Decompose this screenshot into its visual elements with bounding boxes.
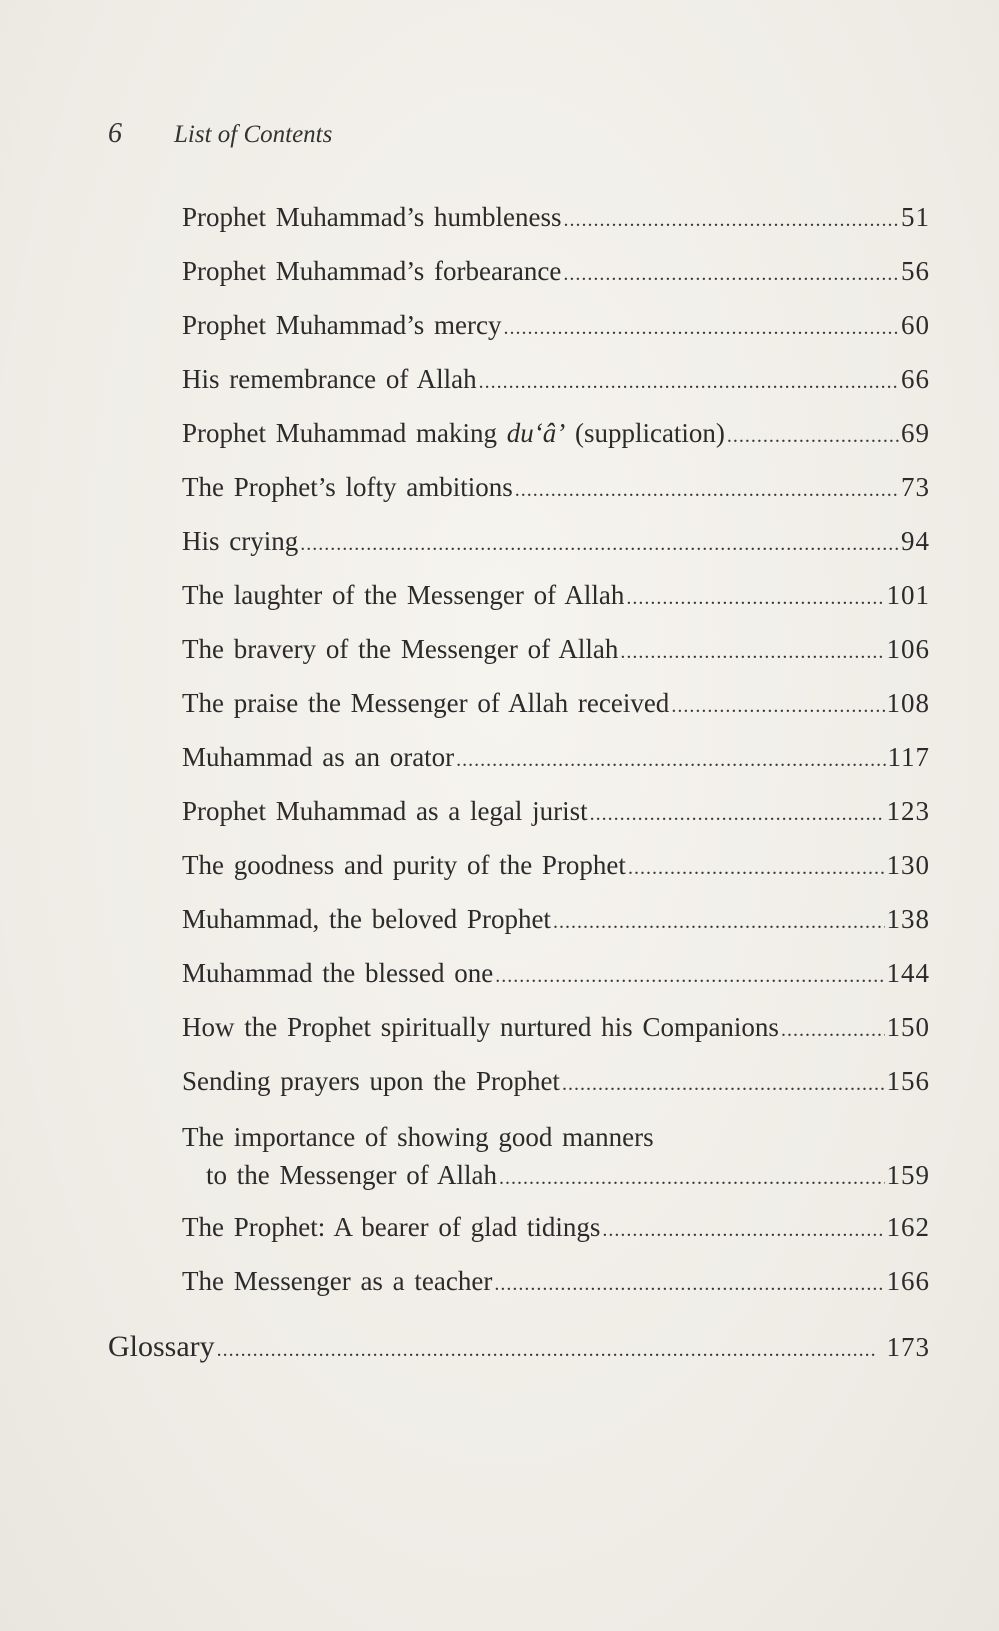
toc-entry bbox=[182, 524, 930, 578]
toc-entry bbox=[182, 254, 930, 308]
dot-leader bbox=[217, 1339, 875, 1362]
toc-entry-page: 66 bbox=[901, 364, 930, 394]
toc-entry-title: His crying bbox=[182, 526, 299, 556]
toc-entry bbox=[182, 686, 930, 740]
toc-entry-page: 138 bbox=[886, 904, 930, 934]
toc-entry-title: The bravery of the Messenger of Allah bbox=[182, 634, 619, 664]
dot-leader bbox=[602, 1213, 884, 1247]
toc-entry-page: 101 bbox=[886, 580, 930, 610]
dot-leader bbox=[495, 959, 884, 993]
dot-leader bbox=[499, 1159, 885, 1197]
toc-entry-title: The Prophet’s lofty ambitions bbox=[182, 472, 513, 502]
dot-leader bbox=[727, 419, 899, 453]
toc-entry bbox=[182, 632, 930, 686]
toc-entry-page: 108 bbox=[886, 688, 930, 718]
toc-entry-title-italic: du‘â’ bbox=[506, 418, 566, 448]
toc-entry-title: Prophet Muhammad as a legal jurist bbox=[182, 796, 588, 826]
toc-entry bbox=[182, 470, 930, 524]
toc-entry bbox=[182, 1210, 930, 1264]
toc-entry bbox=[182, 794, 930, 848]
toc-entry bbox=[182, 578, 930, 632]
toc-entry bbox=[182, 416, 930, 470]
toc-entry-title: Muhammad the blessed one bbox=[182, 958, 494, 988]
dot-leader bbox=[671, 689, 884, 723]
glossary-title: Glossary bbox=[108, 1330, 215, 1363]
dot-leader bbox=[479, 365, 899, 399]
toc-entry-page: 69 bbox=[901, 418, 930, 448]
toc-entry-title: The Messenger as a teacher bbox=[182, 1266, 493, 1296]
toc-entry-page: 73 bbox=[901, 472, 930, 502]
toc-entry-page: 117 bbox=[887, 742, 930, 772]
toc-entry-page: 94 bbox=[901, 526, 930, 556]
toc-entry-page: 150 bbox=[886, 1012, 930, 1042]
toc-entry-page: 144 bbox=[886, 958, 930, 988]
toc-entry-title: His remembrance of Allah bbox=[182, 364, 477, 394]
toc-entry-page: 106 bbox=[886, 634, 930, 664]
toc-entry-title: Muhammad as an orator bbox=[182, 742, 455, 772]
toc-entry-title: Prophet Muhammad’s forbearance bbox=[182, 256, 562, 286]
toc-entry bbox=[182, 1064, 930, 1118]
running-head-title: List of Contents bbox=[174, 121, 333, 148]
dot-leader bbox=[626, 581, 884, 615]
toc-entry bbox=[182, 362, 930, 416]
dot-leader bbox=[494, 1267, 884, 1301]
dot-leader bbox=[620, 635, 884, 669]
toc-entry-title-start: Prophet Muhammad making bbox=[182, 418, 507, 448]
toc-entry-page: 130 bbox=[886, 850, 930, 880]
dot-leader bbox=[562, 1067, 885, 1101]
toc-entry bbox=[182, 1010, 930, 1064]
glossary-page: 173 bbox=[886, 1332, 930, 1362]
toc-entry bbox=[182, 740, 930, 794]
toc-entry-title: The Prophet: A bearer of glad tidings bbox=[182, 1212, 601, 1242]
page-number: 6 bbox=[108, 118, 122, 149]
toc-entry-page: 51 bbox=[901, 202, 930, 232]
toc-entry bbox=[182, 902, 930, 956]
toc-entry-title-line1: The importance of showing good manners bbox=[182, 1122, 654, 1152]
toc-entry-page: 56 bbox=[901, 256, 930, 286]
toc-entry-page: 60 bbox=[901, 310, 930, 340]
toc-entry-title: Prophet Muhammad’s mercy bbox=[182, 310, 502, 340]
toc-entry-title: Prophet Muhammad’s humbleness bbox=[182, 202, 562, 232]
toc-entry-title: The laughter of the Messenger of Allah bbox=[182, 580, 625, 610]
table-of-contents bbox=[182, 200, 930, 1318]
toc-entry-title: The praise the Messenger of Allah received bbox=[182, 688, 670, 718]
toc-entry-page: 156 bbox=[886, 1066, 930, 1096]
toc-entry-page: 123 bbox=[886, 796, 930, 826]
dot-leader bbox=[503, 311, 899, 345]
dot-leader bbox=[553, 905, 885, 939]
toc-entry-title: Sending prayers upon the Prophet bbox=[182, 1066, 560, 1096]
toc-entry-page: 159 bbox=[886, 1160, 930, 1190]
toc-glossary-entry bbox=[108, 1330, 930, 1364]
toc-entry-second-line bbox=[182, 1156, 930, 1197]
dot-leader bbox=[300, 527, 899, 561]
toc-entry bbox=[182, 200, 930, 254]
dot-leader bbox=[515, 473, 899, 507]
toc-entry bbox=[182, 1264, 930, 1318]
toc-entry-title bbox=[182, 416, 725, 450]
dot-leader bbox=[563, 257, 899, 291]
toc-entry bbox=[182, 308, 930, 362]
toc-entry-page: 166 bbox=[886, 1266, 930, 1296]
toc-entry-title-line2: to the Messenger of Allah bbox=[206, 1160, 497, 1190]
toc-entry bbox=[182, 956, 930, 1010]
dot-leader bbox=[563, 203, 899, 237]
dot-leader bbox=[781, 1013, 885, 1047]
dot-leader bbox=[628, 851, 885, 885]
toc-entry-title: Muhammad, the beloved Prophet bbox=[182, 904, 551, 934]
toc-entry-title-end: (supplication) bbox=[565, 418, 725, 448]
dot-leader bbox=[456, 743, 885, 777]
running-head bbox=[108, 118, 332, 150]
toc-entry bbox=[182, 848, 930, 902]
toc-entry bbox=[182, 1118, 930, 1210]
toc-entry-title: How the Prophet spiritually nurtured his Companions bbox=[182, 1012, 779, 1042]
toc-entry-title: The goodness and purity of the Prophet bbox=[182, 850, 626, 880]
toc-entry-page: 162 bbox=[886, 1212, 930, 1242]
dot-leader bbox=[590, 797, 885, 831]
